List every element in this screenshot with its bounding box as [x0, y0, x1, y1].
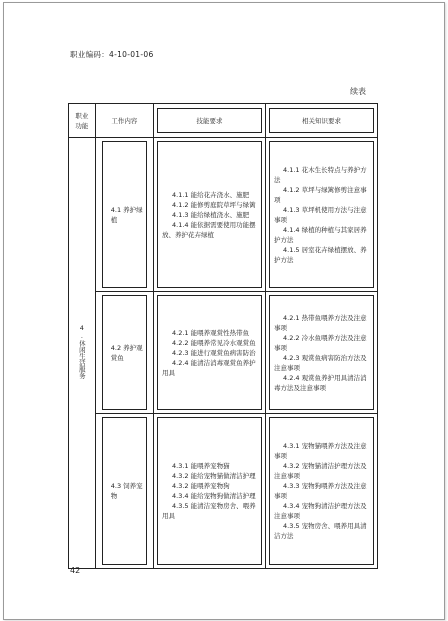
header-knowledge: 相关知识要求 — [266, 104, 378, 138]
skill-item: 4.3.2 能喂养宠物狗 — [172, 482, 230, 490]
table-row — [69, 138, 378, 292]
header-skill: 技能要求 — [154, 104, 266, 138]
skill-item: 4.3.4 能给宠物狗做清洁护理 — [172, 492, 256, 500]
knowledge-item: 4.1.2 草坪与绿篱修剪注意事项 — [274, 185, 367, 204]
knowledge-item: 4.2.2 冷水鱼喂养方法及注意事项 — [274, 333, 367, 352]
skill-cell — [154, 292, 266, 414]
knowledge-item: 4.1.3 草坪机使用方法与注意事项 — [274, 205, 367, 224]
knowledge-item: 4.2.4 观赏鱼养护用具清洁消毒方法及注意事项 — [274, 373, 367, 392]
skill-item: 4.2.2 能喂养常见冷水观赏鱼 — [172, 338, 256, 347]
skill-cell — [154, 138, 266, 292]
skill-item: 4.1.2 能修剪庭院草坪与绿篱 — [172, 200, 256, 209]
knowledge-item: 4.3.1 宠物猫喂养方法及注意事项 — [274, 442, 367, 460]
knowledge-cell — [266, 414, 378, 569]
knowledge-item: 4.2.3 观赏鱼病害防治方法及注意事项 — [274, 353, 367, 372]
knowledge-cell — [266, 138, 378, 292]
document-page — [3, 2, 445, 620]
knowledge-item: 4.2.1 热带鱼喂养方法及注意事项 — [274, 313, 367, 332]
skill-standard-table — [68, 103, 378, 569]
header-function: 职业功能 — [69, 104, 96, 138]
table-row — [69, 292, 378, 414]
work-content-cell: 4.2 养护观赏鱼 — [95, 292, 153, 414]
knowledge-item: 4.3.3 宠物狗喂养方法及注意事项 — [274, 482, 367, 500]
skill-item: 4.2.4 能清洁消毒观赏鱼养护用具 — [162, 358, 256, 377]
skill-item: 4.2.1 能喂养观赏性热带鱼 — [172, 328, 250, 337]
work-content-cell: 4.3 饲养宠物 — [95, 414, 153, 569]
skill-item: 4.1.1 能给花卉浇水、施肥 — [172, 190, 250, 199]
table-row — [69, 414, 378, 569]
skill-item: 4.1.4 能依据需要使用功能摆放、养护花卉绿植 — [162, 220, 256, 239]
table-header-row — [69, 104, 378, 138]
occupation-code: 职业编码：4-10-01-06 — [70, 50, 154, 59]
skill-item: 4.3.5 能清洁宠物房舍、喂养用具 — [162, 502, 256, 520]
function-cell — [69, 138, 96, 569]
header-work-content: 工作内容 — [95, 104, 153, 138]
work-content-cell: 4.1 养护绿植 — [95, 138, 153, 292]
knowledge-item: 4.3.2 宠物猫清洁护理方法及注意事项 — [274, 462, 367, 480]
knowledge-item: 4.1.5 居室花卉绿植摆放、养护方法 — [274, 245, 367, 264]
skill-item: 4.1.3 能给绿植浇水、施肥 — [172, 210, 250, 219]
knowledge-item: 4.3.4 宠物狗清洁护理方法及注意事项 — [274, 502, 367, 520]
knowledge-item: 4.3.5 宠物房舍、喂养用具清洁方法 — [274, 522, 367, 540]
skill-item: 4.2.3 能进行观赏鱼病害防治 — [172, 348, 256, 357]
skill-cell — [154, 414, 266, 569]
function-name: 4.休闲生活服务 — [77, 324, 86, 379]
knowledge-item: 4.1.1 花木生长特点与养护方法 — [274, 165, 367, 184]
skill-item: 4.3.1 能喂养宠物猫 — [172, 462, 230, 470]
continued-label: 续表 — [350, 87, 366, 96]
knowledge-item: 4.1.4 绿植的种植与其家居养护方法 — [274, 225, 367, 244]
skill-item: 4.3.2 能给宠物猫做清洁护理 — [172, 472, 256, 480]
knowledge-cell — [266, 292, 378, 414]
page-number: 42 — [70, 566, 81, 575]
